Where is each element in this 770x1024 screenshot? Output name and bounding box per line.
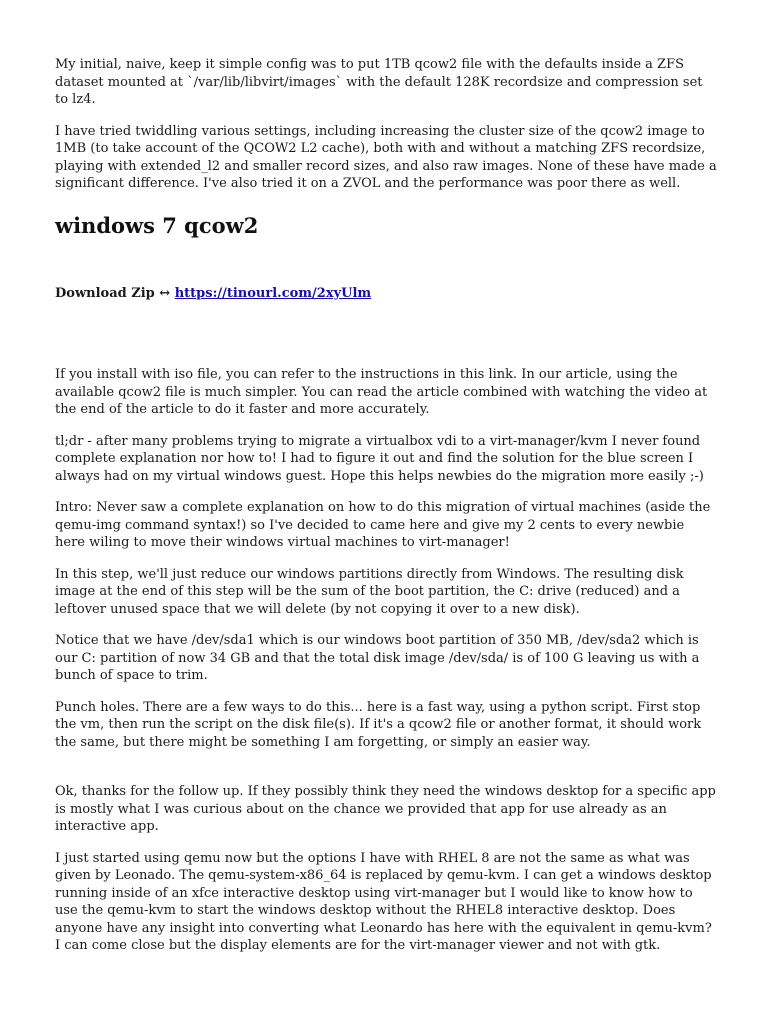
- paragraph-intro: Intro: Never saw a complete explanation on how to do this migration of virtual machines (aside the qemu-img command syntax!) so I've decided to came here and give my 2 cents to every newbie here wiling to move their windows virtual machines to virt-manager!: [55, 500, 711, 550]
- download-line: [55, 285, 717, 303]
- paragraph-settings-tried: I have tried twiddling various settings, including increasing the cluster size of the qcow2 image to 1MB (to take account of the QCOW2 L2 cache), both with and without a matching ZFS recordsize, playing with extended_l2 and smaller record sizes, and also raw images. None of these have made a significant difference. I've also tried it on a ZVOL and the performance was poor there as well.: [55, 123, 717, 191]
- paragraph-qemu-rhel8: I just started using qemu now but the options I have with RHEL 8 are not the same as what was given by Leonado. The qemu-system-x86_64 is replaced by qemu-kvm. I can get a windows desktop running inside of an xfce interactive desktop using virt-manager but I would like to know how to use the qemu-kvm to start the windows desktop without the RHEL8 interactive desktop. Does anyone have any insight into converting what Leonardo has here with the equivalent in qemu-kvm? I can come close but the display elements are for the virt-manager viewer and not with gtk.: [55, 850, 712, 953]
- paragraph-reduce-partitions: In this step, we'll just reduce our windows partitions directly from Windows. The resulting disk image at the end of this step will be the sum of the boot partition, the C: drive (reduced) and a leftover unused space that we will delete (by not copying it over to a new disk).: [55, 566, 684, 617]
- paragraph-punch-holes: Punch holes. There are a few ways to do this... here is a fast way, using a python script. First stop the vm, then run the script on the disk file(s). If it's a qcow2 file or another format, it should work the same, but there might be something I am forgetting, or simply an easier way.: [55, 699, 702, 750]
- paragraph-iso-install: If you install with iso file, you can refer to the instructions in this link. In our article, using the available qcow2 file is much simpler. You can read the article combined with watching the video at the end of the article to do it faster and more accurately.: [55, 367, 708, 417]
- document-page: [55, 56, 717, 955]
- paragraph-intro-config: My initial, naive, keep it simple config was to put 1TB qcow2 file with the defaults inside a ZFS dataset mounted at `/var/lib/libvirt/images` with the default 128K recordsize and compression set to lz4.: [55, 57, 703, 107]
- paragraph-partition-notice: Notice that we have /dev/sda1 which is our windows boot partition of 350 MB, /dev/sda2 which is our C: partition of now 34 GB and that the total disk image /dev/sda/ is of 100 G leaving us with a bunch of space to trim.: [55, 633, 700, 683]
- download-label: Download Zip ↔: [55, 285, 175, 301]
- paragraph-follow-up: Ok, thanks for the follow up. If they possibly think they need the windows desktop for a specific app is mostly what I was curious about on the chance we provided that app for use already as an interactive app.: [55, 784, 716, 834]
- paragraph-tldr: tl;dr - after many problems trying to migrate a virtualbox vdi to a virt-manager/kvm I never found complete explanation nor how to! I had to figure it out and find the solution for the blue screen I always had on my virtual windows guest. Hope this helps newbies do the migration more easily ;-): [55, 433, 704, 484]
- download-link[interactable]: https://tinourl.com/2xyUlm: [174, 285, 372, 301]
- section-heading: windows 7 qcow2: [55, 212, 259, 238]
